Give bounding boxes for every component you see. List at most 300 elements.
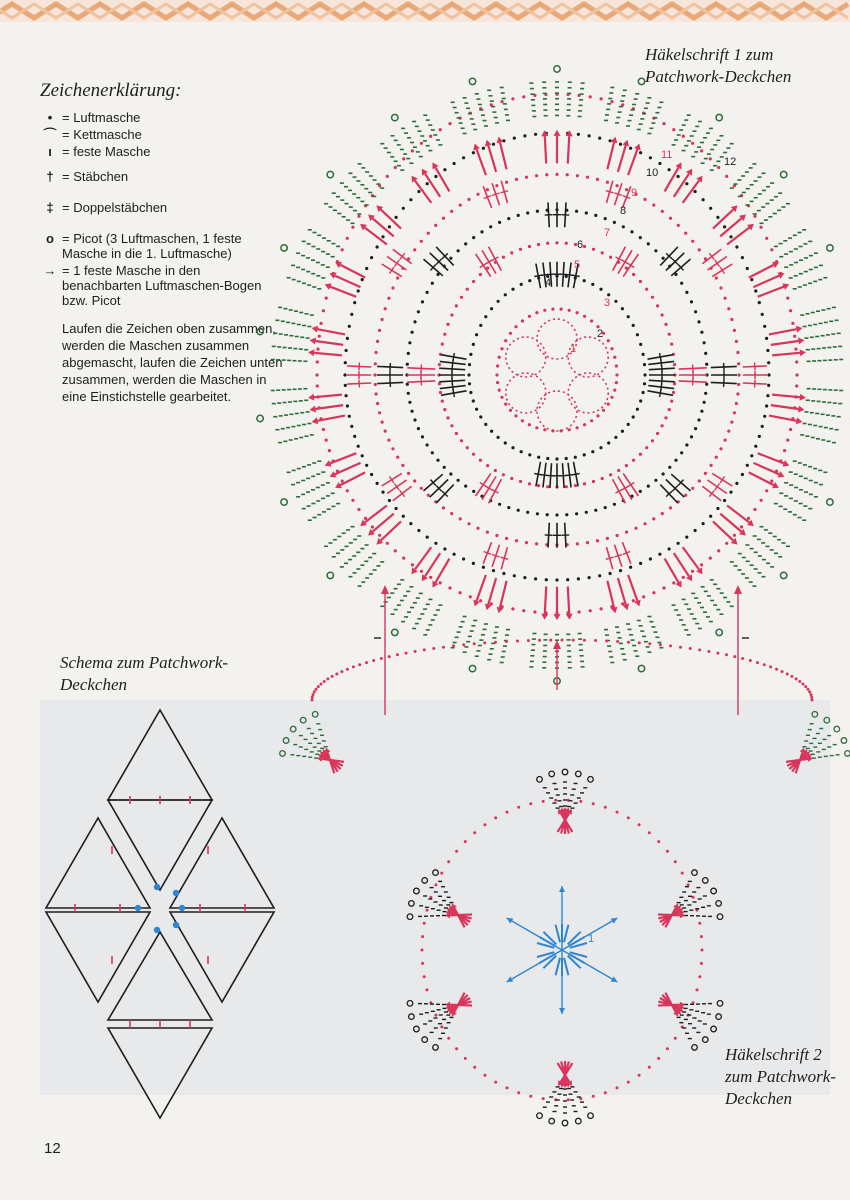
chain-stitch <box>555 578 558 581</box>
link-arrow-head <box>553 640 561 649</box>
chain-stitch <box>704 472 707 475</box>
chain-stitch <box>522 95 525 98</box>
picot <box>824 717 830 723</box>
chain-stitch <box>536 210 539 213</box>
chain-stitch <box>486 531 489 534</box>
round-number-label: 10 <box>646 167 659 179</box>
chain-stitch <box>426 909 429 912</box>
chain-stitch <box>733 534 736 537</box>
arrow-join-stitch <box>758 453 784 463</box>
chain-stitch <box>588 134 591 137</box>
arrow-join-stitch <box>754 463 780 474</box>
chain-stitch <box>511 446 514 449</box>
arrow-join-stitch <box>568 136 569 163</box>
chain-stitch <box>554 799 557 802</box>
chain-stitch <box>602 409 605 412</box>
chain-stitch <box>555 513 558 516</box>
chain-stitch <box>421 935 424 938</box>
chain-stitch <box>698 922 701 925</box>
picot <box>716 901 722 907</box>
chain-stitch <box>614 300 617 303</box>
chain-stitch <box>592 1095 595 1098</box>
chain-stitch <box>370 256 373 259</box>
chain-stitch <box>370 473 373 476</box>
picot <box>692 1045 698 1051</box>
chain-stitch <box>455 1047 458 1050</box>
arrow-join-stitch <box>500 143 507 170</box>
chain-stitch <box>639 280 642 283</box>
round-number-label: 4 <box>545 277 552 289</box>
picot <box>827 245 833 251</box>
chain-stitch <box>407 392 410 395</box>
arrow-head <box>798 406 805 413</box>
chain-stitch <box>789 309 792 312</box>
chain-stitch <box>534 577 537 580</box>
chain-stitch <box>517 806 520 809</box>
arrow-join-stitch <box>340 265 365 278</box>
chain-stitch <box>735 482 738 485</box>
chain-stitch <box>692 896 695 899</box>
chain-stitch <box>526 511 529 514</box>
chain-stitch <box>625 188 628 191</box>
chain-stitch <box>472 562 475 565</box>
chain-stitch <box>590 319 593 322</box>
picot <box>576 1118 582 1124</box>
chain-stitch <box>810 693 813 696</box>
arrow-head <box>800 349 806 356</box>
chain-stitch <box>483 1074 486 1077</box>
chain-stitch <box>475 408 478 411</box>
chain-stitch <box>763 663 766 666</box>
chain-stitch <box>394 166 397 169</box>
arrow-head <box>796 326 803 333</box>
chain-stitch <box>691 240 694 243</box>
chain-stitch <box>371 525 374 528</box>
arrow-head <box>796 417 803 424</box>
chain-stitch <box>459 591 462 594</box>
chain-stitch <box>439 391 442 394</box>
chain-stitch <box>423 922 426 925</box>
chain-stitch <box>351 226 354 229</box>
chain-stitch <box>654 479 657 482</box>
chain-stitch <box>600 97 603 100</box>
chain-stitch <box>520 450 523 453</box>
chain-stitch <box>673 382 676 385</box>
chart-link-arrows <box>374 585 749 715</box>
chain-stitch <box>357 508 360 511</box>
chain-stitch <box>464 242 467 245</box>
chain-stitch <box>610 100 613 103</box>
chain-stitch <box>613 503 616 506</box>
chain-stitch <box>607 293 610 296</box>
chain-stitch <box>479 324 482 327</box>
picot <box>711 888 717 894</box>
chain-stitch <box>521 419 524 422</box>
chain-stitch <box>525 176 528 179</box>
chain-stitch <box>643 363 646 366</box>
arrow-join-stitch <box>674 553 689 576</box>
chain-stitch <box>668 168 671 171</box>
chain-stitch <box>417 310 420 313</box>
picot <box>280 751 286 757</box>
chain-stitch <box>535 542 538 545</box>
chain-stitch <box>604 217 607 220</box>
round-number-label: 5 <box>574 259 581 271</box>
arrow-head <box>798 338 805 345</box>
chain-stitch <box>434 175 437 178</box>
chain-stitch <box>765 404 768 407</box>
chain-stitch <box>662 586 665 589</box>
chain-stitch <box>656 304 659 307</box>
join-point <box>173 922 179 928</box>
chain-stitch <box>504 293 507 296</box>
chain-stitch <box>521 319 524 322</box>
chain-stitch <box>703 341 706 344</box>
chain-stitch <box>775 668 778 671</box>
chain-stitch <box>469 353 472 356</box>
round-number-label: 1 <box>588 933 595 945</box>
chain-stitch <box>629 147 632 150</box>
chain-stitch <box>634 527 637 530</box>
chain-stitch <box>596 178 599 181</box>
chain-stitch <box>420 240 423 243</box>
crochet-chart-1 <box>257 66 850 684</box>
chain-stitch <box>357 445 360 448</box>
picot <box>433 870 439 876</box>
chain-stitch <box>483 823 486 826</box>
chain-stitch <box>786 297 789 300</box>
chain-stitch <box>411 410 414 413</box>
chain-stitch <box>472 280 475 283</box>
chain-stitch <box>494 641 497 644</box>
chain-stitch <box>615 373 618 376</box>
chain-stitch <box>737 373 740 376</box>
chain-stitch <box>565 242 568 245</box>
chain-stitch <box>507 506 510 509</box>
chain-stitch <box>565 457 568 460</box>
chain-stitch <box>577 577 580 580</box>
chain-stitch <box>770 248 773 251</box>
chain-stitch <box>658 162 661 165</box>
chain-stitch <box>346 489 349 492</box>
chain-stitch <box>504 441 507 444</box>
chain-stitch <box>373 373 376 376</box>
chain-stitch <box>513 137 516 140</box>
chain-stitch <box>439 128 442 131</box>
chain-stitch <box>610 347 613 350</box>
chain-stitch <box>551 308 554 311</box>
double-crochet-stitch <box>480 483 487 487</box>
arrow-join-stitch <box>665 559 679 583</box>
chain-stitch <box>642 391 645 394</box>
chain-stitch <box>326 677 329 680</box>
chain-stitch <box>426 443 429 446</box>
chain-stitch <box>615 381 618 384</box>
chain-stitch <box>682 135 685 138</box>
chain-stitch <box>583 279 586 282</box>
chain-stitch <box>381 235 384 238</box>
chain-stitch <box>750 454 753 457</box>
chain-stitch <box>760 499 763 502</box>
chain-stitch <box>565 485 568 488</box>
chain-stitch <box>432 647 435 650</box>
chain-stitch <box>680 451 683 454</box>
chain-stitch <box>601 251 604 254</box>
chain-stitch <box>411 331 414 334</box>
arrow-join-stitch <box>545 136 546 163</box>
picot <box>638 665 644 671</box>
arrow-join-stitch <box>628 575 637 601</box>
chain-stitch <box>407 472 410 475</box>
chain-stitch <box>691 487 694 490</box>
chain-stitch <box>345 349 348 352</box>
chain-stitch <box>443 333 446 336</box>
chain-stitch <box>479 459 482 462</box>
chain-stitch <box>384 430 387 433</box>
chain-stitch <box>318 335 321 338</box>
chain-stitch <box>596 539 599 542</box>
chain-stitch <box>505 640 508 643</box>
chain-stitch <box>320 683 323 686</box>
chain-stitch <box>758 301 761 304</box>
chain-stitch <box>661 313 664 316</box>
chain-stitch <box>652 204 655 207</box>
arrow-head <box>554 130 561 136</box>
picot <box>392 629 398 635</box>
chain-stitch <box>376 402 379 405</box>
chain-stitch <box>724 439 727 442</box>
chain-stitch <box>736 351 739 354</box>
chain-stitch <box>616 640 619 643</box>
arrow-join-stitch <box>674 174 689 197</box>
arrow-join-stitch <box>786 759 808 762</box>
chain-stitch <box>549 639 552 642</box>
chain-stitch <box>639 562 642 565</box>
chain-stitch <box>440 872 443 875</box>
picot <box>433 1045 439 1051</box>
chain-stitch <box>378 534 381 537</box>
chain-stitch <box>455 304 458 307</box>
chain-stitch <box>409 522 412 525</box>
picot <box>549 1118 555 1124</box>
joining-note: Laufen die Zeichen oben zusammen, werden die Maschen zusammen abgemascht, laufen die Zeichen unten zusammen, werden die Maschen in eine Einstichstelle gearbeitet. <box>62 321 283 404</box>
chain-stitch <box>698 975 701 978</box>
chain-stitch <box>391 286 394 289</box>
chain-stitch <box>514 414 517 417</box>
double-crochet-stitch <box>395 484 400 491</box>
join-point <box>179 905 185 911</box>
chain-stitch <box>669 644 672 647</box>
chain-stitch <box>414 650 417 653</box>
chain-stitch <box>789 428 792 431</box>
chain-stitch <box>609 256 612 259</box>
picot <box>562 769 568 775</box>
chain-stitch <box>657 1057 660 1060</box>
chain-stitch <box>643 522 646 525</box>
patchwork-triangle <box>46 912 150 1002</box>
chain-stitch <box>484 315 487 318</box>
arrow-head <box>622 140 629 147</box>
chain-stitch <box>627 641 630 644</box>
chain-stitch <box>517 509 520 512</box>
chain-stitch <box>598 574 601 577</box>
chain-stitch <box>733 655 736 658</box>
picot <box>781 572 787 578</box>
chain-stitch <box>475 333 478 336</box>
chain-stitch <box>381 318 384 321</box>
chain-stitch <box>442 217 445 220</box>
chain-stitch <box>436 459 439 462</box>
chain-stitch <box>509 409 512 412</box>
chain-stitch <box>761 313 764 316</box>
chain-stitch <box>341 480 344 483</box>
chain-stitch <box>322 309 325 312</box>
chain-stitch <box>361 454 364 457</box>
chain-stitch <box>625 531 628 534</box>
chain-stitch <box>600 607 603 610</box>
chain-stitch <box>670 400 673 403</box>
arrow-join-stitch <box>477 149 486 175</box>
chain-stitch <box>697 418 700 421</box>
chain-stitch <box>730 421 733 424</box>
picot <box>554 66 560 72</box>
picot <box>717 1001 723 1007</box>
chain-stitch <box>685 291 688 294</box>
chain-stitch <box>735 402 738 405</box>
chain-stitch <box>376 340 379 343</box>
arrow-join-stitch <box>749 472 774 485</box>
chain-stitch <box>455 850 458 853</box>
chain-stitch <box>710 464 713 467</box>
chain-stitch <box>502 139 505 142</box>
chain-stitch <box>453 162 456 165</box>
chain-stitch <box>457 249 460 252</box>
arrow-join-stitch <box>436 559 450 583</box>
chain-stitch <box>802 683 805 686</box>
chain-stitch <box>684 232 687 235</box>
chain-stitch <box>638 823 641 826</box>
chain-stitch <box>357 215 360 218</box>
chain-stitch <box>426 536 429 539</box>
picot <box>414 1026 420 1032</box>
arrow-join-stitch <box>314 353 342 356</box>
picot <box>414 888 420 894</box>
chain-stitch <box>690 300 693 303</box>
chain-stitch <box>402 157 405 160</box>
chain-stitch <box>476 527 479 530</box>
chain-stitch <box>457 479 460 482</box>
chain-stitch <box>402 207 405 210</box>
picot <box>281 499 287 505</box>
chain-stitch <box>689 647 692 650</box>
chain-stitch <box>534 133 537 136</box>
chain-stitch <box>645 446 648 449</box>
chain-stitch <box>514 325 517 328</box>
chain-stitch <box>429 576 432 579</box>
chain-stitch <box>528 423 531 426</box>
chain-stitch <box>649 557 652 560</box>
chain-stitch <box>704 352 707 355</box>
chain-stitch <box>709 157 712 160</box>
round-number-label: 12 <box>724 156 737 168</box>
chain-stitch <box>538 639 541 642</box>
chain-stitch <box>724 297 727 300</box>
round-number-label: 7 <box>604 227 611 239</box>
chain-stitch <box>651 439 654 442</box>
chain-stitch <box>341 248 344 251</box>
chain-stitch <box>627 315 630 318</box>
arrow-join-stitch <box>769 329 797 334</box>
chain-stitch <box>592 480 595 483</box>
chain-stitch <box>791 322 794 325</box>
picot <box>717 914 723 920</box>
picot <box>409 1014 415 1020</box>
chain-stitch <box>648 831 651 834</box>
chain-stitch <box>643 373 646 376</box>
chain-stitch <box>375 351 378 354</box>
chain-stitch <box>378 329 381 332</box>
chain-stitch <box>705 383 708 386</box>
legend-item-label: = Stäbchen <box>62 169 129 184</box>
chain-stitch <box>543 309 546 312</box>
chain-stitch <box>649 156 652 159</box>
arrow-join-stitch <box>488 578 496 604</box>
picot <box>327 572 333 578</box>
arrow-join-stitch <box>665 168 679 192</box>
chain-stitch <box>438 363 441 366</box>
chain-stitch <box>769 665 772 668</box>
chain-stitch <box>388 655 391 658</box>
chain-stitch <box>668 547 671 550</box>
chain-stitch <box>766 394 769 397</box>
chain-stitch <box>346 237 349 240</box>
chain-stitch <box>357 289 360 292</box>
blue-arrow-head <box>559 886 565 892</box>
chain-stitch <box>446 416 449 419</box>
chain-stitch <box>709 557 712 560</box>
chain-stitch <box>661 210 664 213</box>
chain-stitch <box>798 680 801 683</box>
picot <box>716 1014 722 1020</box>
chain-stitch <box>489 225 492 228</box>
page-number: 12 <box>44 1140 61 1157</box>
chain-stitch <box>421 435 424 438</box>
chain-stitch <box>638 641 641 644</box>
chain-stitch <box>506 1086 509 1089</box>
chain-stitch <box>754 289 757 292</box>
chain-stitch <box>601 477 604 480</box>
chain-stitch <box>561 639 564 642</box>
chain-stitch <box>677 175 680 178</box>
chain-stitch <box>627 1081 630 1084</box>
picot <box>588 777 594 783</box>
chain-stitch <box>685 182 688 185</box>
chain-stitch <box>672 581 675 584</box>
chain-stitch <box>622 225 625 228</box>
chain-stitch <box>765 337 768 340</box>
chain-stitch <box>599 446 602 449</box>
chain-stitch <box>423 648 426 651</box>
chain-stitch <box>431 282 434 285</box>
round-number-label: 2 <box>597 328 604 340</box>
chain-stitch <box>736 392 739 395</box>
patchwork-triangle <box>108 710 212 800</box>
chain-stitch <box>592 802 595 805</box>
chain-stitch <box>472 399 475 402</box>
chain-stitch <box>523 134 526 137</box>
arrow-join-stitch <box>772 353 800 356</box>
chain-stitch <box>442 646 445 649</box>
